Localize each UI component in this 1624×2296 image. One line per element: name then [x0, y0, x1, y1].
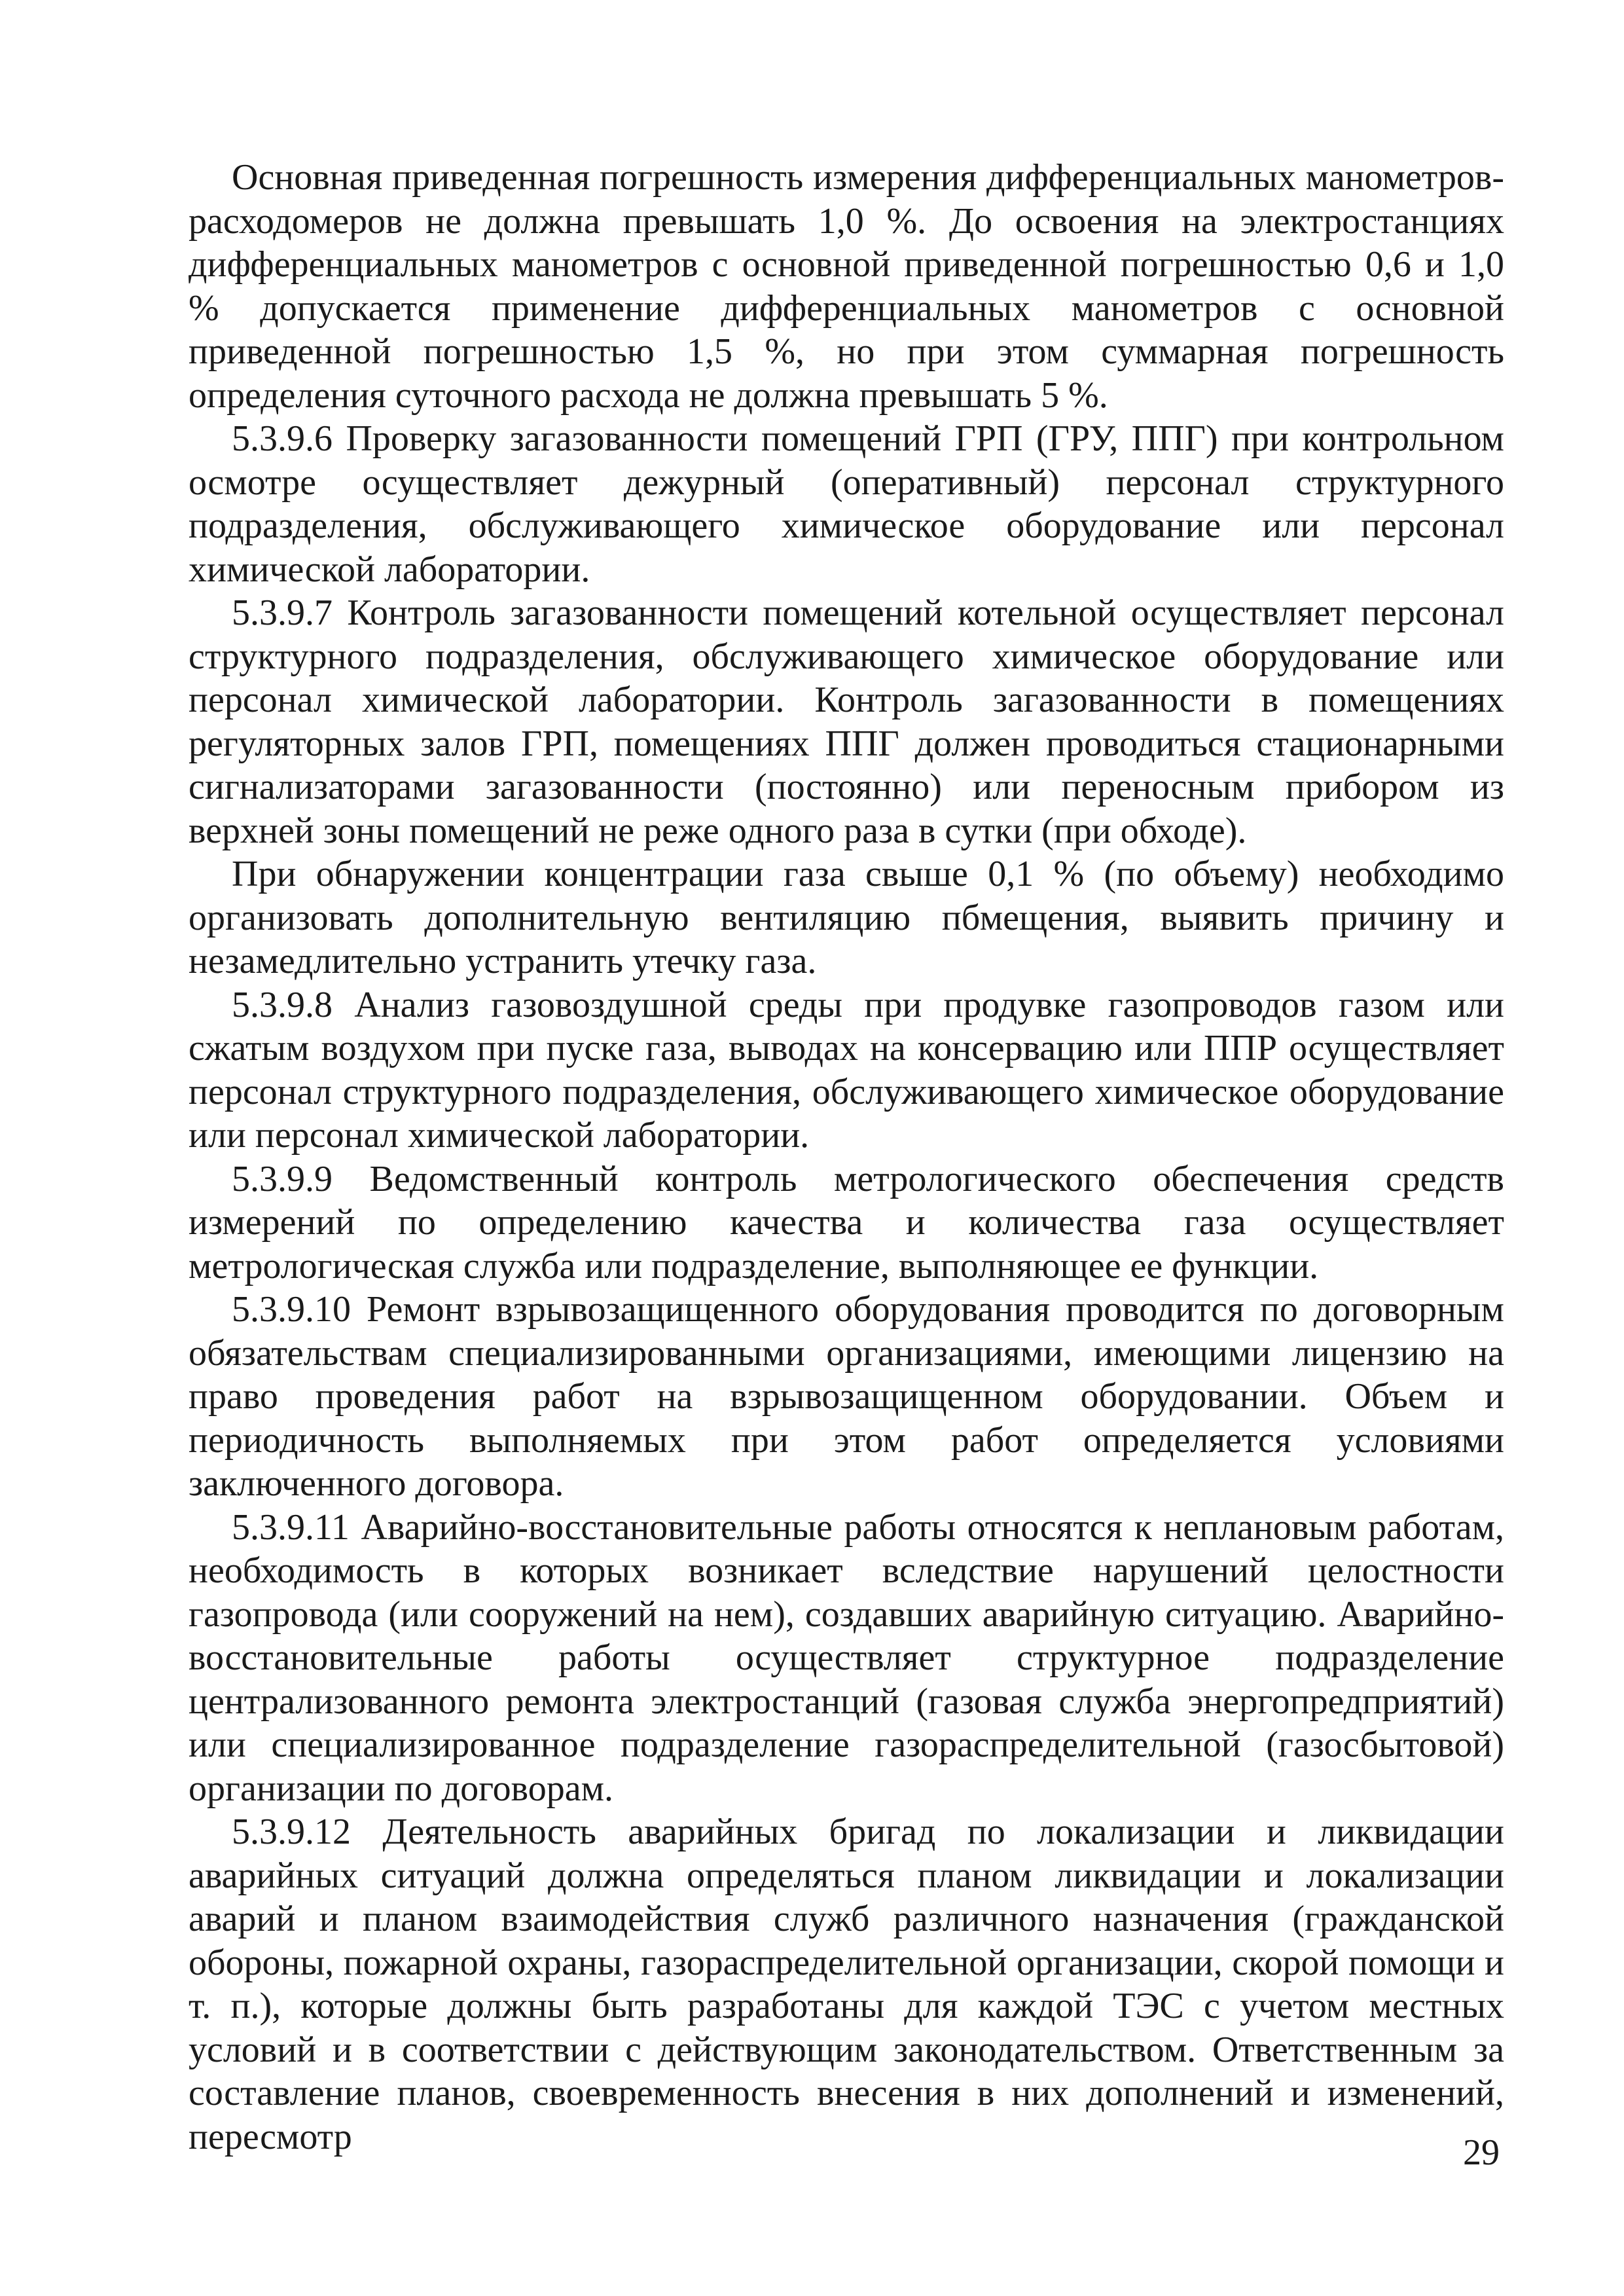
paragraph-5-3-9-10: 5.3.9.10 Ремонт взрывозащищенного оборудования проводится по договорным обязательствам специализированными организациями, имеющими лицензию на право проведения работ на взрывозащищенном оборудовании. Объем и периодичность выполняемых при этом работ определяется условиями заключенного договора.: [189, 1289, 1504, 1504]
paragraph-5-3-9-9: 5.3.9.9 Ведомственный контроль метрологического обеспечения средств измерений по определению качества и количества газа осуществляет метрологическая служба или подразделение, выполняющее ее функции.: [189, 1158, 1504, 1286]
paragraph-5-3-9-7: 5.3.9.7 Контроль загазованности помещений котельной осуществляет персонал структурного подразделения, обслуживающего химическое оборудование или персонал химической лаборатории. Контроль загазованности в помещениях регуляторных залов ГРП, помещениях ППГ должен проводиться стационарными сигнализаторами загазованности (постоянно) или переносным прибором из верхней зоны помещений не реже одного раза в сутки (при обходе).: [189, 592, 1504, 851]
paragraph-gas-concentration: При обнаружении концентрации газа свыше 0,1 % (по объему) необходимо организовать дополнительную вентиляцию пбмещения, выявить причину и незамедлительно устранить утечку газа.: [189, 854, 1504, 981]
paragraph-measurement-error: Основная приведенная погрешность измерения дифференциальных манометров-расходомеров не должна превышать 1,0 %. До освоения на электростанциях дифференциальных манометров с основной приведенной погрешностью 0,6 и 1,0 % допускается применение дифференциальных манометров с основной приведенной погрешностью 1,5 %, но при этом суммарная погрешность определения суточного расхода не должна превышать 5 %.: [189, 157, 1504, 416]
body-text: [189, 156, 1504, 2159]
paragraph-5-3-9-11: 5.3.9.11 Аварийно-восстановительные работы относятся к неплановым работам, необходимость в которых возникает вследствие нарушений целостности газопровода (или сооружений на нем), создавших аварийную ситуацию. Аварийно-восстановительные работы осуществляет структурное подразделение централизованного ремонта электростанций (газовая служба энергопредприятий) или специализированное подразделение газораспределительной (газосбытовой) организации по договорам.: [189, 1506, 1504, 1809]
paragraph-5-3-9-12: 5.3.9.12 Деятельность аварийных бригад по локализации и ликвидации аварийных ситуаций должна определяться планом ликвидации и локализации аварий и планом взаимодействия служб различного назначения (гражданской обороны, пожарной охраны, газораспределительной организации, скорой помощи и т. п.), которые должны быть разработаны для каждой ТЭС с учетом местных условий и в соответствии с действующим законодательством. Ответственным за составление планов, своевременность внесения в них дополнений и изменений, пересмотр: [189, 1812, 1504, 2157]
paragraph-5-3-9-8: 5.3.9.8 Анализ газовоздушной среды при продувке газопроводов газом или сжатым воздухом при пуске газа, выводах на консервацию или ППР осуществляет персонал структурного подразделения, обслуживающего химическое оборудование или персонал химической лаборатории.: [189, 984, 1504, 1156]
paragraph-5-3-9-6: 5.3.9.6 Проверку загазованности помещений ГРП (ГРУ, ППГ) при контрольном осмотре осуществляет дежурный (оперативный) персонал структурного подразделения, обслуживающего химическое оборудование или персонал химической лаборатории.: [189, 418, 1504, 590]
page-number: 29: [1463, 2132, 1500, 2173]
